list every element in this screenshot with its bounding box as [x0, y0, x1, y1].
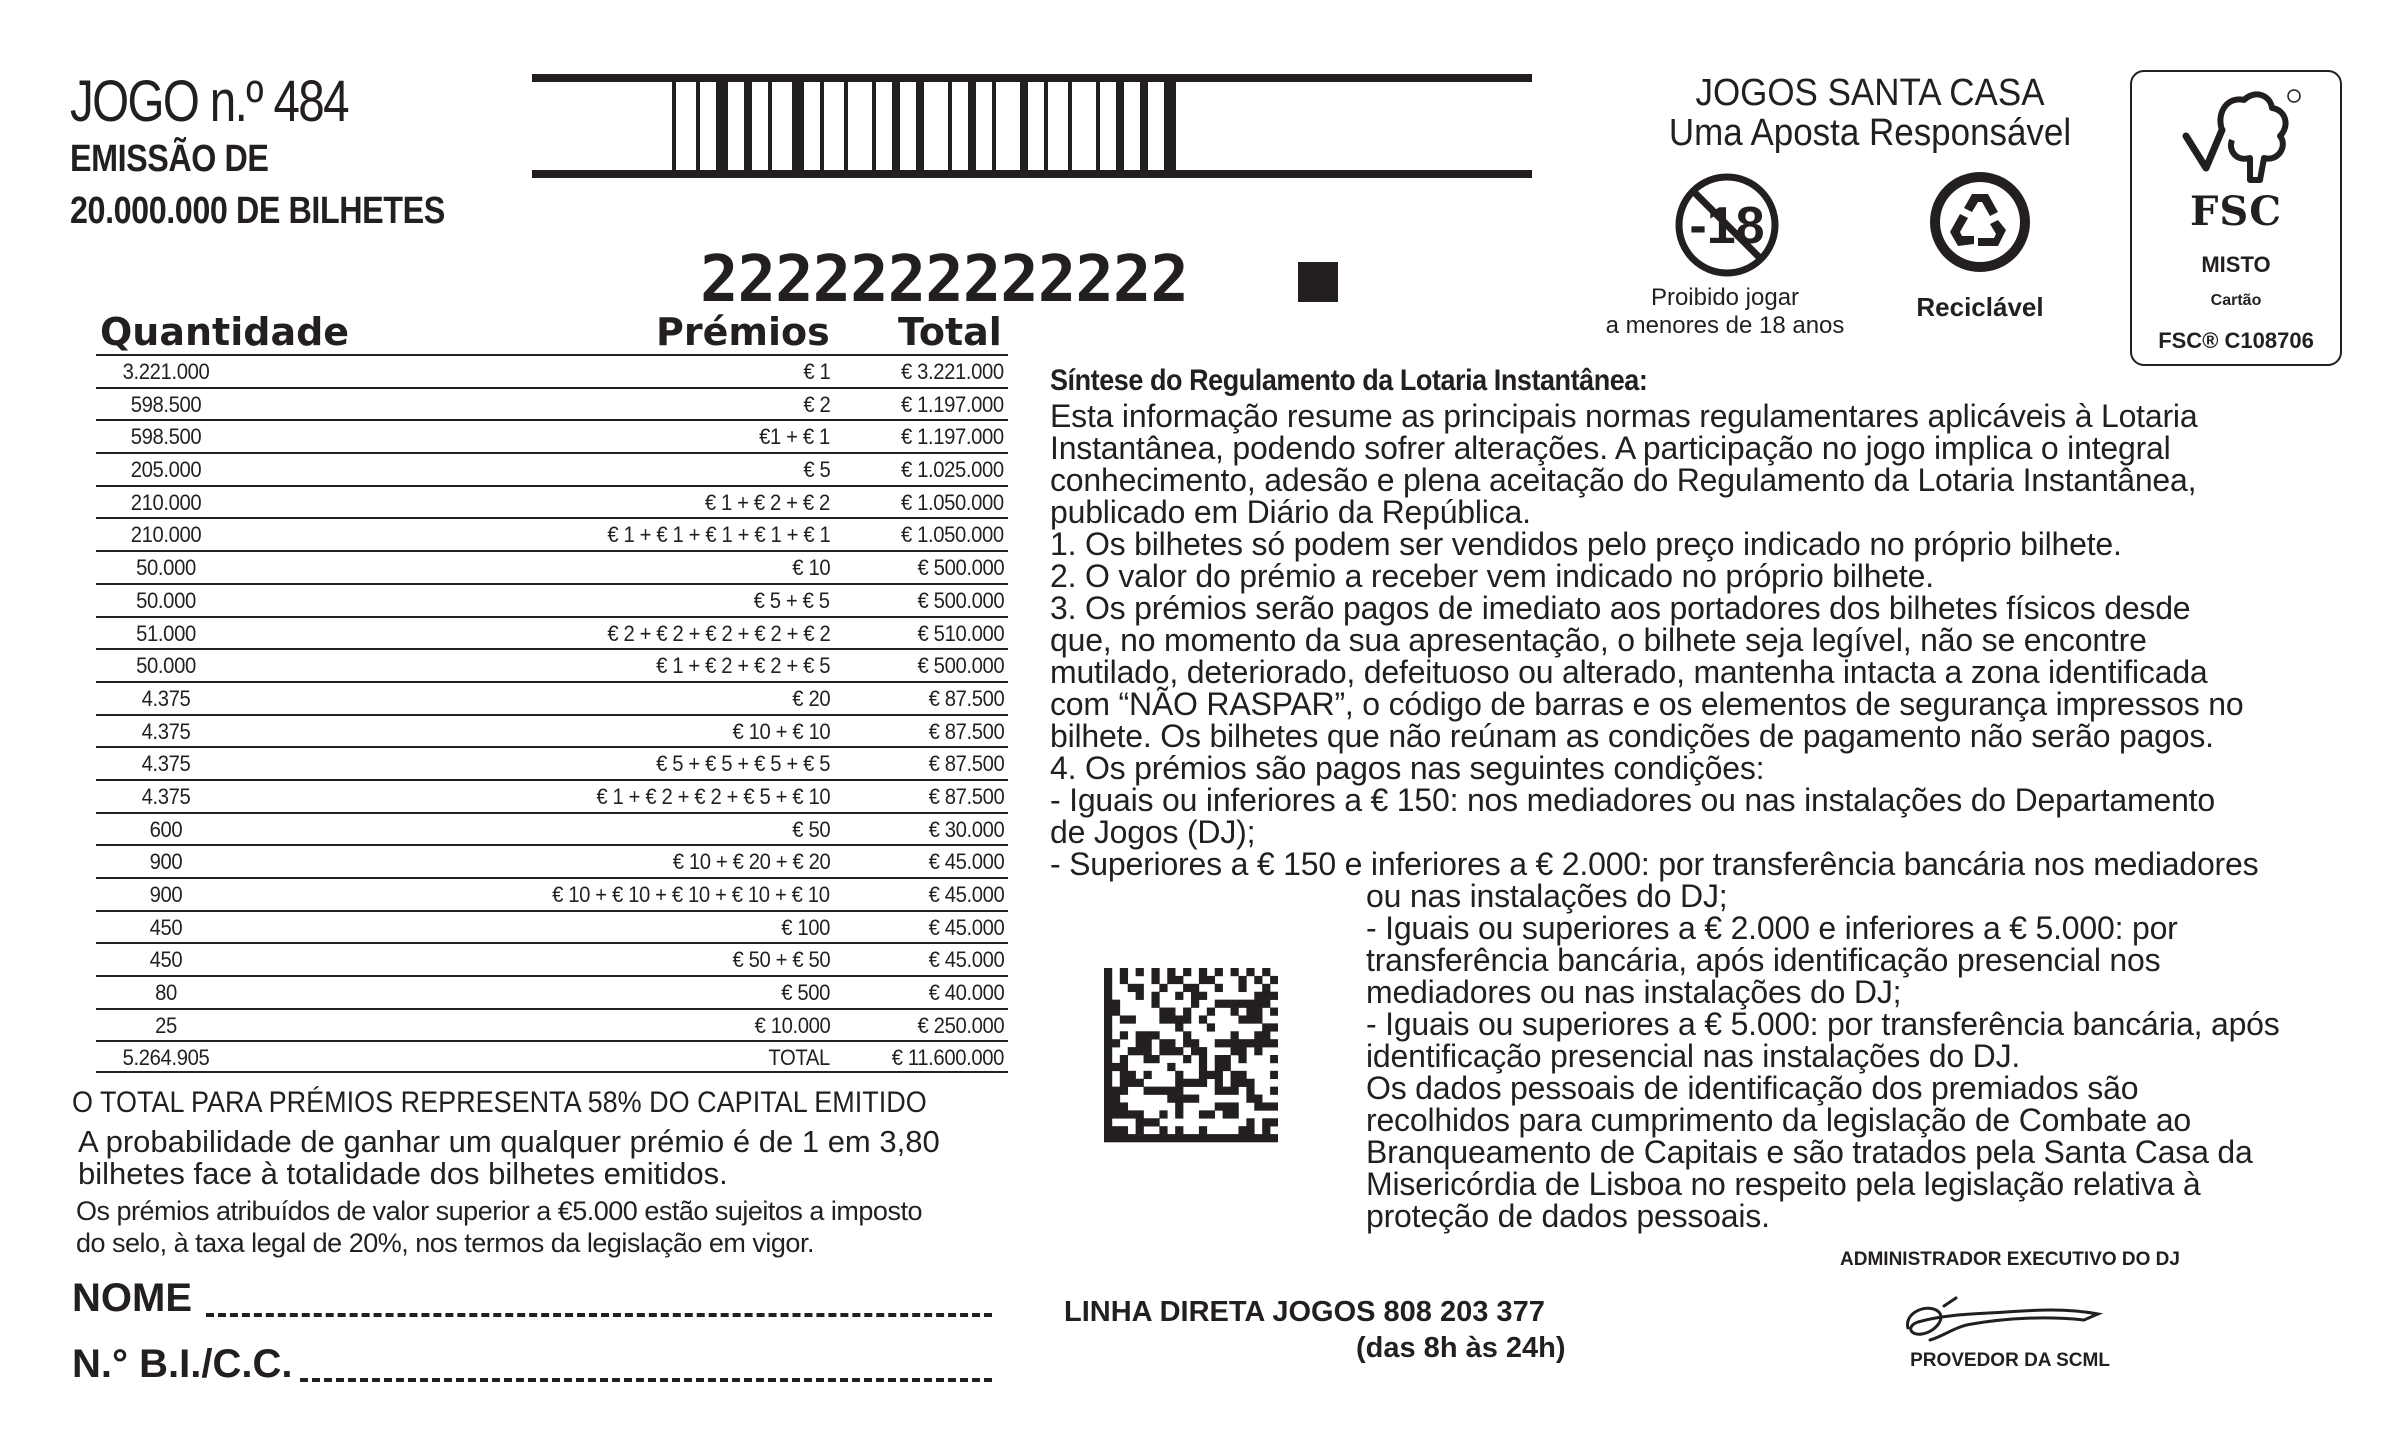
prize-table-header — [96, 310, 1008, 354]
prize-combination: € 2 — [802, 391, 830, 417]
tax-note-line2: do selo, à taxa legal de 20%, nos termos da legislação em vigor. — [76, 1228, 814, 1258]
issue-line1: EMISSÃO DE — [70, 138, 269, 180]
prize-total: € 1.197.000 — [901, 391, 1004, 417]
regulation-line: 2. O valor do prémio a receber vem indicado no próprio bilhete. — [1050, 558, 1934, 594]
prize-row — [96, 1040, 1008, 1073]
fsc-code: FSC® C108706 — [2158, 328, 2314, 353]
regulation-line-indented: - Iguais ou superiores a € 5.000: por transferência bancária, após — [1366, 1006, 2280, 1042]
prize-row — [96, 583, 1008, 616]
prize-quantity: 5.264.905 — [122, 1045, 210, 1071]
regulation-line-indented: Os dados pessoais de identificação dos premiados são — [1366, 1070, 2139, 1106]
prize-combination: € 10 — [792, 555, 830, 581]
prize-quantity: 50.000 — [136, 555, 196, 581]
brand-name: JOGOS SANTA CASA — [1695, 72, 2045, 114]
prize-combination: € 5 + € 5 + € 5 + € 5 — [655, 751, 830, 777]
prize-quantity: 900 — [149, 882, 183, 907]
prize-quantity: 4.375 — [141, 718, 191, 744]
regulation-title: Síntese do Regulamento da Lotaria Instantânea: — [1050, 364, 1648, 397]
prize-row — [96, 942, 1008, 975]
hotline: LINHA DIRETA JOGOS 808 203 377 — [1064, 1296, 1545, 1328]
prize-quantity: 598.500 — [130, 424, 202, 450]
prize-row — [96, 714, 1008, 747]
prize-quantity: 51.000 — [136, 620, 196, 646]
id-field[interactable] — [300, 1378, 992, 1382]
prize-quantity: 4.375 — [141, 751, 191, 777]
name-label: NOME — [72, 1276, 192, 1320]
prize-row — [96, 812, 1008, 845]
recycle-icon — [1928, 170, 2032, 274]
signature — [1896, 1284, 2106, 1350]
prize-row — [96, 517, 1008, 550]
prize-combination: € 100 — [781, 914, 830, 940]
regulation-line-indented: ou nas instalações do DJ; — [1366, 878, 1728, 914]
prize-combination: € 1 + € 2 + € 2 + € 5 + € 10 — [596, 783, 830, 809]
prize-row — [96, 779, 1008, 812]
datamatrix-code — [1104, 968, 1278, 1144]
game-title: JOGO n.º 484 — [70, 69, 348, 134]
svg-text:-18: -18 — [1689, 197, 1765, 255]
no-minors-icon — [1672, 170, 1782, 280]
fsc-mix-label: MISTO — [2201, 252, 2271, 277]
prize-row — [96, 616, 1008, 649]
prize-total: € 45.000 — [928, 914, 1004, 940]
recyclable-label: Reciclável — [1916, 292, 2044, 322]
prize-total: € 40.000 — [928, 980, 1004, 1006]
name-field[interactable] — [206, 1313, 992, 1317]
prize-combination: € 10 + € 20 + € 20 — [672, 849, 830, 875]
prize-quantity: 80 — [155, 980, 177, 1006]
prize-quantity: 4.375 — [141, 783, 191, 809]
prize-total: € 45.000 — [928, 882, 1004, 907]
prize-total: € 87.500 — [928, 685, 1004, 711]
prize-total: € 1.050.000 — [901, 489, 1004, 515]
regulation-line: conhecimento, adesão e plena aceitação do Regulamento da Lotaria Instantânea, — [1050, 462, 2197, 498]
prize-row — [96, 419, 1008, 452]
probability-line2: bilhetes face à totalidade dos bilhetes emitidos. — [78, 1156, 728, 1191]
prize-combination: € 10.000 — [754, 1012, 830, 1038]
prize-summary: O TOTAL PARA PRÉMIOS REPRESENTA 58% DO CAPITAL EMITIDO — [72, 1086, 927, 1119]
regulation-line: Esta informação resume as principais normas regulamentares aplicáveis à Lotaria — [1050, 398, 2198, 434]
prize-quantity: 210.000 — [130, 489, 202, 515]
prize-total: € 1.050.000 — [901, 522, 1004, 548]
prize-combination: € 10 + € 10 — [732, 718, 830, 744]
prize-total: € 45.000 — [928, 849, 1004, 875]
prize-total: € 3.221.000 — [901, 359, 1004, 384]
prize-combination: € 20 — [792, 685, 830, 711]
tax-note-line1: Os prémios atribuídos de valor superior a €5.000 estão sujeitos a imposto — [76, 1196, 922, 1226]
regulation-line-indented: identificação presencial nas instalações do DJ. — [1366, 1038, 2021, 1074]
prize-total: € 11.600.000 — [891, 1045, 1004, 1071]
regulation-line-indented: Misericórdia de Lisboa no respeito pela legislação relativa à — [1366, 1166, 2201, 1202]
regulation-line-indented: proteção de dados pessoais. — [1366, 1198, 1770, 1234]
prize-combination: € 1 — [802, 359, 830, 384]
prize-total: € 1.197.000 — [901, 424, 1004, 450]
age-restriction-line1: Proibido jogar — [1650, 284, 1800, 311]
prize-total: € 500.000 — [917, 653, 1004, 679]
prize-combination: € 50 — [792, 816, 830, 842]
prize-quantity: 600 — [149, 816, 183, 842]
regulation-line-indented: Branqueamento de Capitais e são tratados pela Santa Casa da — [1366, 1134, 2253, 1170]
prize-combination: €1 + € 1 — [759, 424, 830, 450]
header-quantity: Quantidade — [100, 310, 350, 354]
prize-combination: € 5 — [802, 457, 830, 483]
prize-quantity: 450 — [149, 947, 183, 973]
prize-quantity: 50.000 — [136, 587, 196, 613]
prize-combination: € 1 + € 2 + € 2 — [704, 489, 830, 515]
prize-row — [96, 387, 1008, 420]
prize-combination: € 10 + € 10 + € 10 + € 10 + € 10 — [552, 882, 830, 907]
prize-quantity: 3.221.000 — [122, 359, 210, 384]
prize-row — [96, 877, 1008, 910]
prize-row — [96, 550, 1008, 583]
serial-number: 2222222222222 — [700, 243, 1188, 317]
header-prizes: Prémios — [656, 310, 830, 354]
prize-quantity: 4.375 — [141, 685, 191, 711]
regulation-line: 1. Os bilhetes só podem ser vendidos pelo preço indicado no próprio bilhete. — [1050, 526, 2122, 562]
prize-total: € 87.500 — [928, 751, 1004, 777]
regulation-line-indented: recolhidos para cumprimento da legislação de Combate ao — [1366, 1102, 2192, 1138]
prize-row — [96, 681, 1008, 714]
prize-total: € 30.000 — [928, 816, 1004, 842]
regulation-line-indented: transferência bancária, após identificação presencial nos — [1366, 942, 2161, 978]
prize-total: € 87.500 — [928, 718, 1004, 744]
prize-row — [96, 354, 1008, 387]
prize-combination: € 1 + € 2 + € 2 + € 5 — [655, 653, 830, 679]
admin-label: ADMINISTRADOR EXECUTIVO DO DJ — [1840, 1249, 2180, 1270]
prize-row — [96, 452, 1008, 485]
prize-rows — [96, 354, 1008, 1073]
regulation-line: de Jogos (DJ); — [1050, 814, 1256, 850]
regulation-line: 3. Os prémios serão pagos de imediato aos portadores dos bilhetes físicos desde — [1050, 590, 2191, 626]
prize-combination: € 2 + € 2 + € 2 + € 2 + € 2 — [606, 620, 830, 646]
fsc-tree-icon — [2166, 84, 2306, 196]
age-restriction-line2: a menores de 18 anos — [1605, 312, 1845, 339]
prize-combination: € 500 — [781, 980, 830, 1006]
prize-row — [96, 910, 1008, 943]
regulation-line: publicado em Diário da República. — [1050, 494, 1531, 530]
regulation-line: Instantânea, podendo sofrer alterações. A participação no jogo implica o integral — [1050, 430, 2171, 466]
provedor-label: PROVEDOR DA SCML — [1910, 1350, 2110, 1371]
prize-quantity: 598.500 — [130, 391, 202, 417]
prize-row — [96, 975, 1008, 1008]
prize-combination: TOTAL — [768, 1045, 830, 1071]
brand-tagline: Uma Aposta Responsável — [1668, 112, 2072, 154]
prize-row — [96, 844, 1008, 877]
regulation-line-indented: mediadores ou nas instalações do DJ; — [1366, 974, 1902, 1010]
fsc-label: FSC — [2189, 188, 2283, 235]
fsc-paper-label: Cartão — [2210, 292, 2262, 309]
regulation-line: bilhete. Os bilhetes que não reúnam as condições de pagamento não serão pagos. — [1050, 718, 2214, 754]
id-label: N.° B.I./C.C. — [72, 1342, 293, 1386]
prize-quantity: 450 — [149, 914, 183, 940]
prize-row — [96, 485, 1008, 518]
serial-marker — [1298, 262, 1338, 302]
barcode — [532, 74, 1532, 178]
prize-total: € 45.000 — [928, 947, 1004, 973]
prize-total: € 250.000 — [917, 1012, 1004, 1038]
issue-line2: 20.000.000 DE BILHETES — [70, 190, 445, 232]
regulation-line-indented: - Iguais ou superiores a € 2.000 e inferiores a € 5.000: por — [1366, 910, 2178, 946]
prize-row — [96, 746, 1008, 779]
prize-row — [96, 648, 1008, 681]
regulation-line: que, no momento da sua apresentação, o bilhete seja legível, não se encontre — [1050, 622, 2147, 658]
hotline-hours: (das 8h às 24h) — [1356, 1332, 1566, 1364]
prize-quantity: 900 — [149, 849, 183, 875]
prize-total: € 1.025.000 — [901, 457, 1004, 483]
regulation-line: - Superiores a € 150 e inferiores a € 2.000: por transferência bancária nos mediadores — [1050, 846, 2259, 882]
prize-quantity: 50.000 — [136, 653, 196, 679]
regulation-line: com “NÃO RASPAR”, o código de barras e os elementos de segurança impressos no — [1050, 686, 2244, 722]
age-icon-number: 18 — [1706, 197, 1765, 255]
prize-total: € 500.000 — [917, 555, 1004, 581]
prize-quantity: 205.000 — [130, 457, 202, 483]
prize-total: € 500.000 — [917, 587, 1004, 613]
prize-combination: € 1 + € 1 + € 1 + € 1 + € 1 — [606, 522, 830, 548]
prize-combination: € 5 + € 5 — [753, 587, 830, 613]
prize-combination: € 50 + € 50 — [732, 947, 830, 973]
prize-table — [96, 310, 1008, 1073]
prize-quantity: 210.000 — [130, 522, 202, 548]
regulation-line: mutilado, deteriorado, defeituoso ou alterado, mantenha intacta a zona identificada — [1050, 654, 2208, 690]
prize-total: € 87.500 — [928, 783, 1004, 809]
prize-total: € 510.000 — [917, 620, 1004, 646]
probability-line1: A probabilidade de ganhar um qualquer prémio é de 1 em 3,80 — [78, 1124, 940, 1159]
header-total: Total — [898, 310, 1002, 354]
prize-quantity: 25 — [155, 1012, 177, 1038]
prize-row — [96, 1008, 1008, 1041]
regulation-line: 4. Os prémios são pagos nas seguintes condições: — [1050, 750, 1765, 786]
regulation-line: - Iguais ou inferiores a € 150: nos mediadores ou nas instalações do Departamento — [1050, 782, 2215, 818]
